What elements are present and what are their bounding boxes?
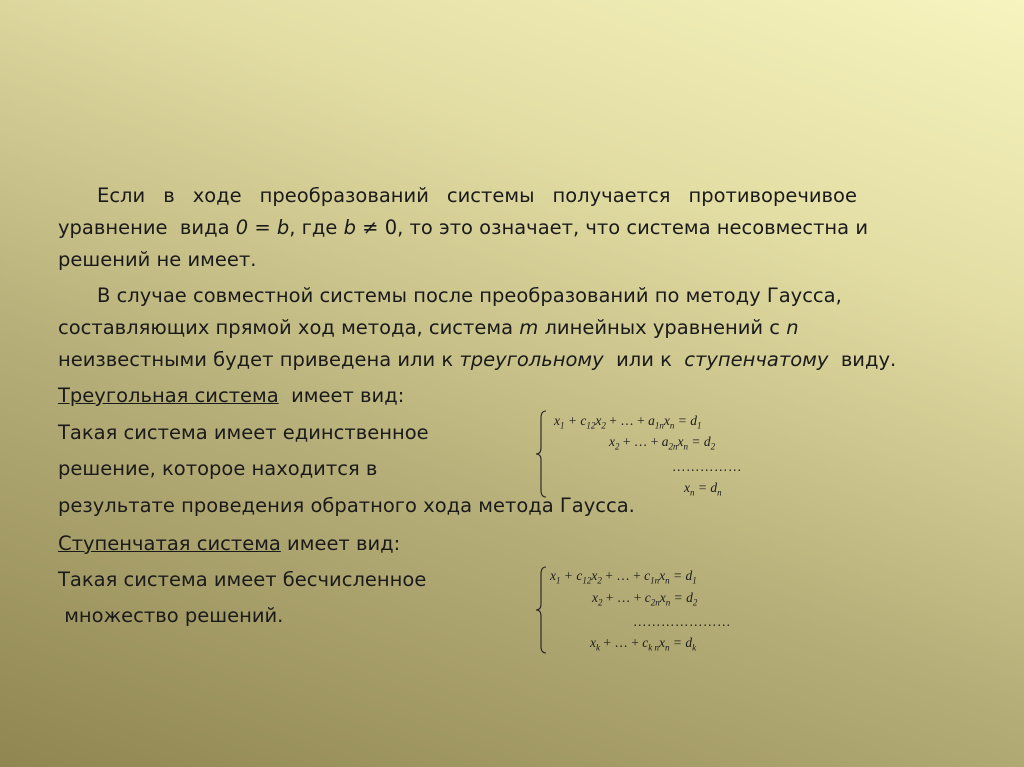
step-eq-2: $x_2$ + … + $c_{2n}x_n = d_2$ xyxy=(592,590,698,608)
p1-line-2 xyxy=(58,216,868,240)
tri-heading xyxy=(58,384,404,408)
tri-text-3 xyxy=(58,494,635,518)
step-eq-1: $x_1 + c_{12}x_2$ + … + $c_{1n}x_n = d_1$ xyxy=(550,568,697,586)
p2-line-3 xyxy=(58,348,896,372)
text: виду. xyxy=(828,348,897,371)
text: линейных уравнений с xyxy=(538,316,787,339)
p2-line-1 xyxy=(97,284,842,308)
word: ходе xyxy=(192,184,242,207)
step-heading-term: Ступенчатая система xyxy=(58,532,281,555)
tri-text-2 xyxy=(58,457,377,481)
step-text-1 xyxy=(58,568,426,592)
tri-dots: …………… xyxy=(672,459,742,474)
text: ≠ 0, то это означает, что система несовместна и xyxy=(355,216,868,239)
left-brace-icon xyxy=(534,410,548,498)
text: имеет вид: xyxy=(278,384,405,407)
tri-eq-1: $x_1 + c_{12}x_2$ + … + $a_{1n}x_n = d_1$ xyxy=(554,413,702,431)
word: получается xyxy=(552,184,671,207)
text: имеет вид: xyxy=(280,532,401,555)
text: , где xyxy=(289,216,344,239)
text: Такая система имеет единственное xyxy=(58,421,429,444)
word: Если xyxy=(97,184,146,207)
word: в xyxy=(163,184,175,207)
text: множество решений. xyxy=(58,604,284,627)
variable-n: n xyxy=(786,316,799,339)
tri-eq-2: $x_2$ + … + $a_{2n}x_n = d_2$ xyxy=(609,434,716,452)
variable-m: m xyxy=(519,316,539,339)
step-dots: ………………… xyxy=(633,614,731,629)
text: решений не имеет. xyxy=(58,248,257,271)
text: Такая система имеет бесчисленное xyxy=(58,568,427,591)
text: составляющих прямой ход метода, система xyxy=(58,316,520,339)
word: противоречивое xyxy=(688,184,857,207)
text: В случае совместной системы после преобразований по методу Гаусса, xyxy=(97,284,842,307)
emphasis-stepped: ступенчатому xyxy=(684,348,829,371)
text: или к xyxy=(603,348,685,371)
variable-b: b xyxy=(343,216,356,239)
p2-line-2 xyxy=(58,316,799,340)
tri-text-1 xyxy=(58,421,429,445)
emphasis-triangular: треугольному xyxy=(459,348,604,371)
equation-inline: 0 = b xyxy=(235,216,290,239)
step-text-2 xyxy=(58,604,283,628)
step-eq-3: $x_k$ + … + $c_{k n}x_n = d_k$ xyxy=(590,635,697,653)
step-heading xyxy=(58,532,400,556)
tri-heading-term: Треугольная система xyxy=(58,384,279,407)
left-brace-icon xyxy=(534,566,548,654)
text: уравнение вида xyxy=(58,216,236,239)
word: преобразований xyxy=(259,184,429,207)
text: неизвестными будет приведена или к xyxy=(58,348,460,371)
text: решение, которое находится в xyxy=(58,457,378,480)
p1-line-1 xyxy=(97,184,857,208)
word: системы xyxy=(446,184,535,207)
p1-line-3 xyxy=(58,248,256,272)
tri-eq-3: $x_n = d_n$ xyxy=(684,480,722,498)
text: результате проведения обратного хода метода Гаусса. xyxy=(58,494,635,517)
